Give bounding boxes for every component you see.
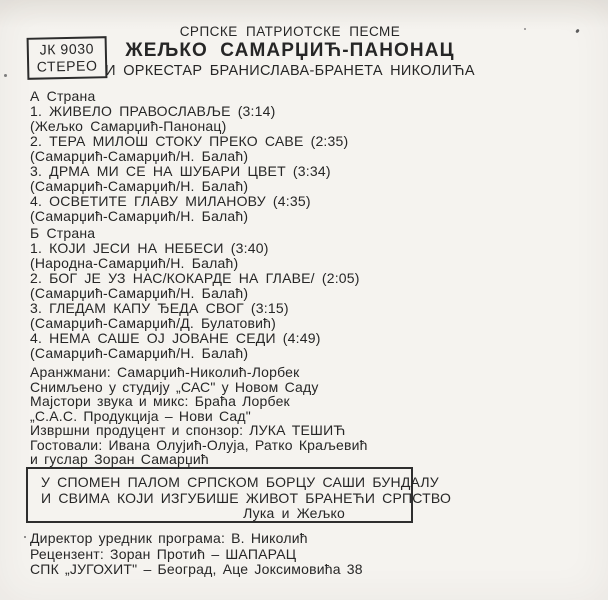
credit-arrangements: Аранжмани: Самарџић-Николић-Лорбек <box>30 364 300 380</box>
side-b-track-1-title: 1. КОЈИ ЈЕСИ НА НЕБЕСИ (3:40) <box>30 240 269 256</box>
footer-program-director: Директор уредник програма: В. Николић <box>30 530 308 546</box>
side-b-track-1-credit: (Народна-Самарџић/Н. Балаћ) <box>30 255 239 271</box>
memorial-dedication-box <box>26 467 452 523</box>
header <box>0 23 580 80</box>
side-b-track-4-title: 4. НЕМА САШЕ ОЈ ЈОВАНЕ СЕДИ (4:49) <box>30 330 321 346</box>
publisher-footer <box>30 531 363 578</box>
credit-guslar: и гуслар Зоран Самарџић <box>30 451 209 467</box>
production-credits <box>30 365 368 467</box>
side-b-label: Б Страна <box>30 225 96 241</box>
memorial-signature: Лука и Жељко <box>243 505 345 521</box>
side-b-track-4-credit: (Самарџић-Самарџић/Н. Балаћ) <box>30 345 249 361</box>
side-a-track-2-title: 2. ТЕРА МИЛОШ СТОКУ ПРЕКО САВЕ (2:35) <box>30 133 349 149</box>
side-a-track-4-title: 4. ОСВЕТИТЕ ГЛАВУ МИЛАНОВУ (4:35) <box>30 193 311 209</box>
side-b-track-2-title: 2. БОГ ЈЕ УЗ НАС/КОКАРДЕ НА ГЛАВЕ/ (2:05) <box>30 270 360 286</box>
side-a-track-2-credit: (Самарџић-Самарџић/Н. Балаћ) <box>30 148 249 164</box>
credit-guests: Гостовали: Ивана Олујић-Олуја, Ратко Краљевић <box>30 436 368 453</box>
footer-reviewer: Рецензент: Зоран Протић – ШАПАРАЦ <box>30 545 297 562</box>
orchestra-line: И ОРКЕСТАР БРАНИСЛАВА-БРАНЕТА НИКОЛИЋА <box>105 63 475 79</box>
artist-name: ЖЕЉКО САМАРЏИЋ-ПАНОНАЦ <box>125 40 455 61</box>
side-a-track-3-credit: (Самарџић-Самарџић/Н. Балаћ) <box>30 178 249 194</box>
side-b-track-3-credit: (Самарџић-Самарџић/Д. Булатовић) <box>30 315 277 331</box>
side-b-track-2-credit: (Самарџић-Самарџић/Н. Балаћ) <box>30 285 249 301</box>
side-a-label: А Страна <box>30 88 96 104</box>
side-a-track-3-title: 3. ДРМА МИ СЕ НА ШУБАРИ ЦВЕТ (3:34) <box>30 163 331 179</box>
memorial-line-2: И СВИМА КОЈИ ИЗГУБИШЕ ЖИВОТ БРАНЕЋИ СРПСТВО <box>41 489 452 506</box>
series-title: СРПСКЕ ПАТРИОТСКЕ ПЕСМЕ <box>179 24 401 39</box>
side-a-track-1-credit: (Жељко Самарџић-Панонац) <box>30 118 227 134</box>
catalog-number: ЈК 9030 <box>39 40 95 58</box>
credit-studio: Снимљено у студију „САС" у Новом Саду <box>30 378 319 395</box>
scan-speck <box>24 536 26 538</box>
side-a-track-4-credit: (Самарџић-Самарџић/Н. Балаћ) <box>30 208 249 224</box>
memorial-line-1: У СПОМЕН ПАЛОМ СРПСКОМ БОРЦУ САШИ БУНДАЛУ <box>41 474 439 490</box>
side-b-tracklist <box>30 226 360 361</box>
credit-exec-producer: Извршни продуцент и спонзор: ЛУКА ТЕШИЋ <box>30 422 346 438</box>
side-a-track-1-title: 1. ЖИВЕЛО ПРАВОСЛАВЉЕ (3:14) <box>30 103 276 119</box>
credit-sound-mix: Мајстори звука и микс: Браћа Лорбек <box>30 393 290 409</box>
stereo-label: СТЕРЕО <box>36 57 98 75</box>
side-a-tracklist <box>30 89 348 224</box>
footer-publisher: СПК „ЈУГОХИТ" – Београд, Аце Јоксимовића 38 <box>30 561 363 577</box>
credit-production: „С.А.С. Продукција – Нови Сад" <box>30 407 251 424</box>
side-b-track-3-title: 3. ГЛЕДАМ КАПУ ЂЕДА СВОГ (3:15) <box>30 300 289 316</box>
